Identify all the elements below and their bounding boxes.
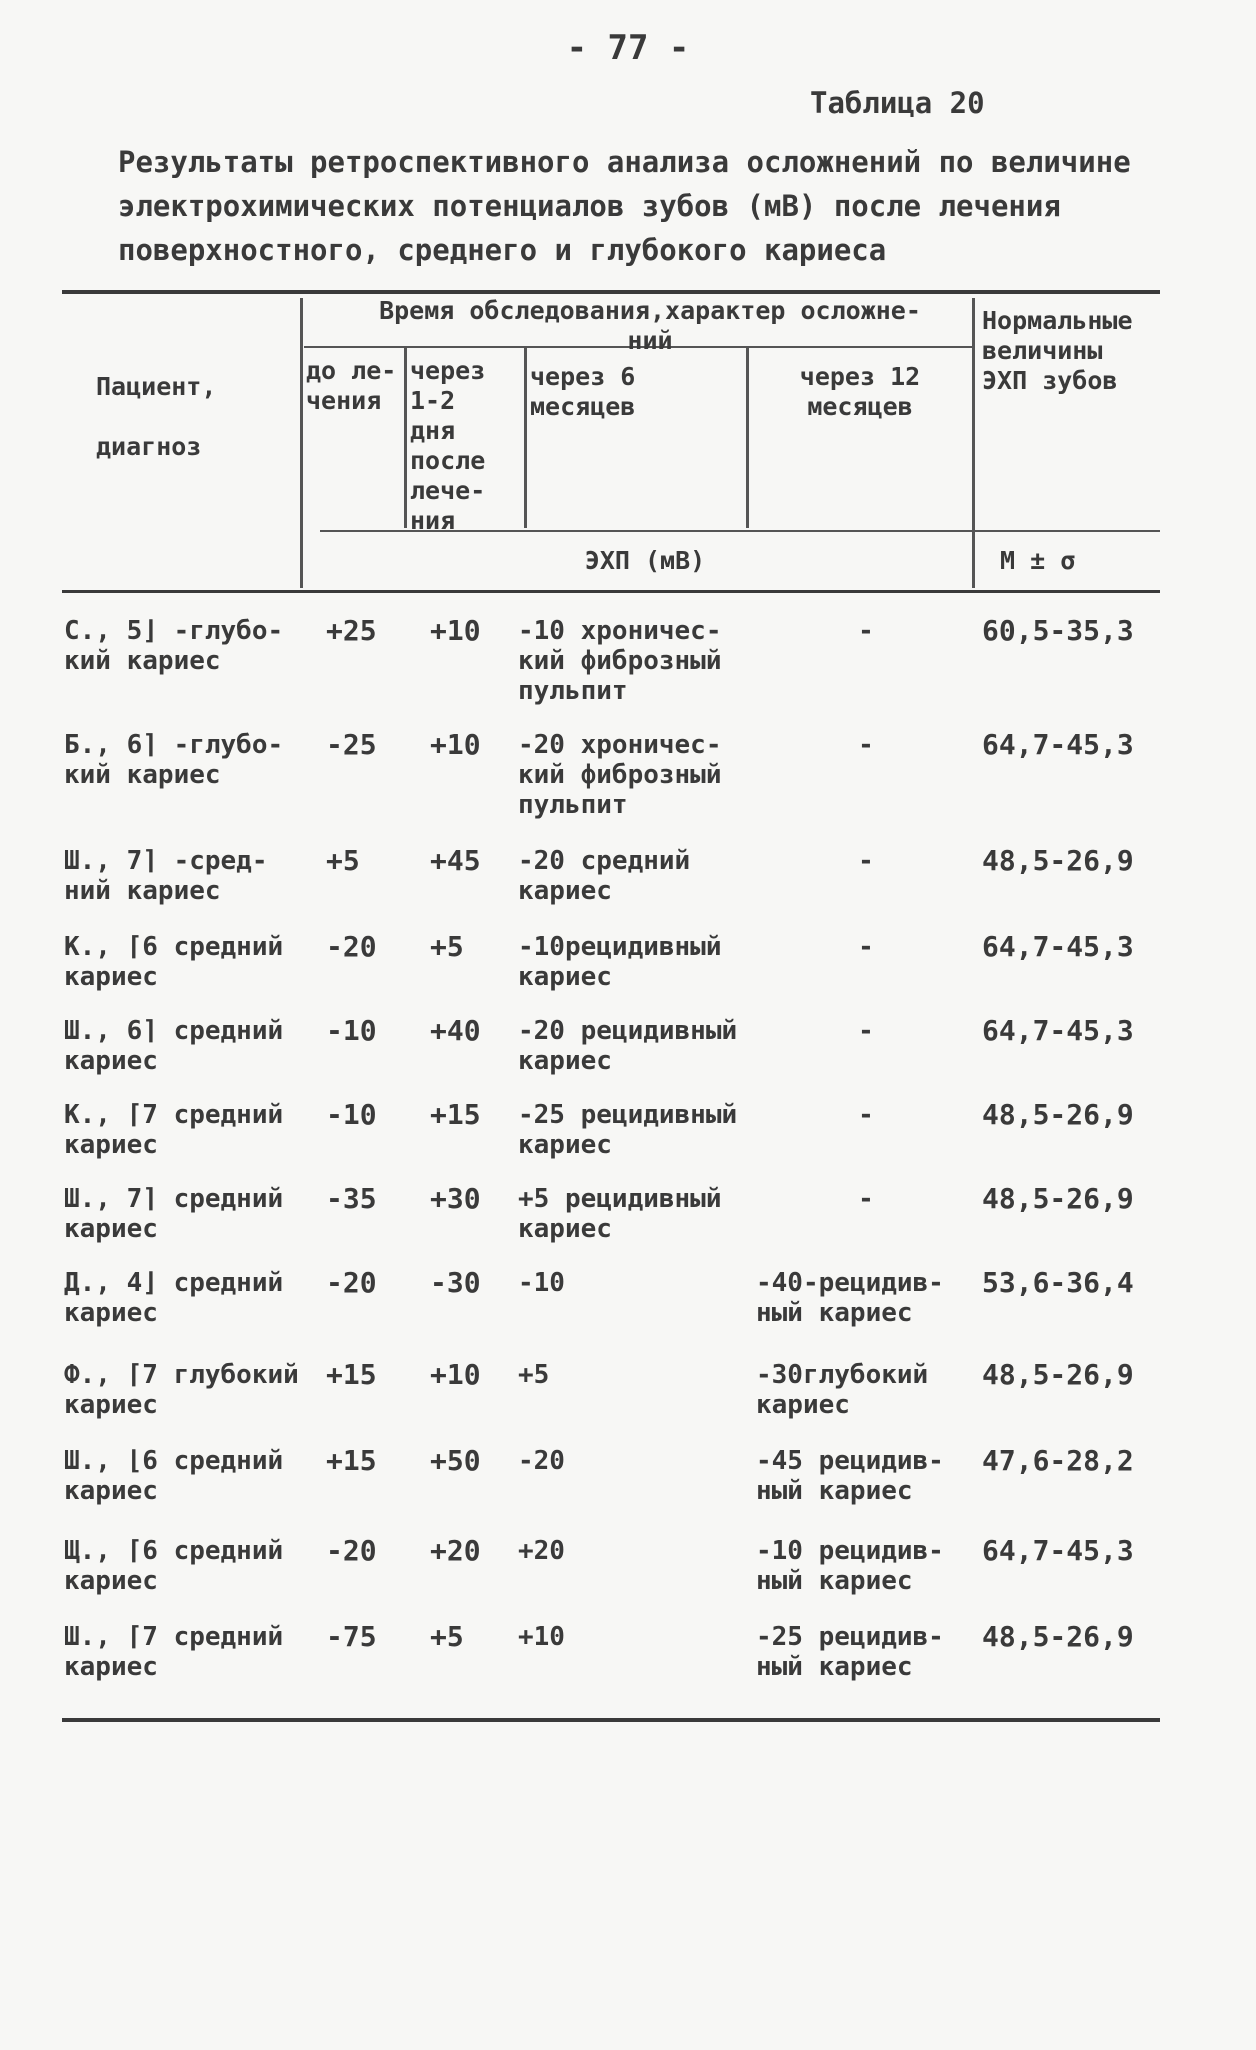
- cell-patient: Б., 6⌉ -глубо- кий кариес: [64, 730, 284, 790]
- header-stat: М ± σ: [1000, 546, 1076, 575]
- cell-after-12: -45 рецидив- ный кариес: [756, 1446, 944, 1506]
- cell-after-6: -20: [518, 1446, 565, 1476]
- cell-after-1-2: +40: [430, 1014, 481, 1047]
- cell-after-6: +20: [518, 1536, 565, 1566]
- cell-after-6: +10: [518, 1622, 565, 1652]
- cell-normal: 53,6-36,4: [982, 1266, 1134, 1299]
- cell-after-1-2: +50: [430, 1444, 481, 1477]
- cell-before: +15: [326, 1358, 377, 1391]
- cell-before: +25: [326, 614, 377, 647]
- header-time-group: Время обследования,характер осложне- ний: [379, 296, 921, 355]
- table-label: Таблица 20: [810, 86, 985, 120]
- cell-before: -35: [326, 1182, 377, 1215]
- cell-before: -25: [326, 728, 377, 761]
- header-normal: Нормальные величины ЭХП зубов: [982, 306, 1133, 395]
- col-divider: [524, 348, 527, 528]
- cell-patient: Ш., ⌊6 средний кариес: [64, 1446, 284, 1506]
- cell-after-1-2: +10: [430, 614, 481, 647]
- cell-after-1-2: +5: [430, 930, 464, 963]
- col-divider: [300, 298, 303, 588]
- cell-after-12: -25 рецидив- ный кариес: [756, 1622, 944, 1682]
- table-bottom-rule: [62, 1718, 1160, 1722]
- cell-patient: С., 5⌋ -глубо- кий кариес: [64, 616, 284, 676]
- cell-before: -75: [326, 1620, 377, 1653]
- cell-after-1-2: +5: [430, 1620, 464, 1653]
- cell-after-12: -: [858, 932, 874, 962]
- cell-before: -10: [326, 1098, 377, 1131]
- header-before: до ле- чения: [306, 356, 397, 415]
- cell-after-1-2: +10: [430, 728, 481, 761]
- page-number: - 77 -: [566, 28, 690, 68]
- cell-before: -10: [326, 1014, 377, 1047]
- cell-patient: К., ⌈6 средний кариес: [64, 932, 284, 992]
- cell-before: +15: [326, 1444, 377, 1477]
- cell-before: +5: [326, 844, 360, 877]
- cell-patient: Ш., 6⌉ средний кариес: [64, 1016, 284, 1076]
- cell-patient: Ш., ⌈7 средний кариес: [64, 1622, 284, 1682]
- cell-after-12: -: [858, 616, 874, 646]
- cell-normal: 47,6-28,2: [982, 1444, 1134, 1477]
- cell-normal: 48,5-26,9: [982, 1098, 1134, 1131]
- cell-after-12: -: [858, 730, 874, 760]
- col-divider: [746, 348, 749, 528]
- cell-after-6: -20 хроничес- кий фиброзный пульпит: [518, 730, 722, 820]
- cell-normal: 60,5-35,3: [982, 614, 1134, 647]
- cell-after-6: -25 рецидивный кариес: [518, 1100, 738, 1160]
- cell-after-12: -: [858, 1016, 874, 1046]
- cell-after-6: -20 рецидивный кариес: [518, 1016, 738, 1076]
- cell-after-12: -: [858, 1184, 874, 1214]
- cell-after-12: -: [858, 846, 874, 876]
- cell-after-12: -30глубокий кариес: [756, 1360, 929, 1420]
- cell-after-12: -40-рецидив- ный кариес: [756, 1268, 944, 1328]
- cell-patient: Щ., ⌈6 средний кариес: [64, 1536, 284, 1596]
- cell-after-1-2: +45: [430, 844, 481, 877]
- cell-after-12: -10 рецидив- ный кариес: [756, 1536, 944, 1596]
- cell-after-6: +5: [518, 1360, 550, 1390]
- cell-after-1-2: +20: [430, 1534, 481, 1567]
- cell-after-6: +5 рецидивный кариес: [518, 1184, 722, 1244]
- cell-after-1-2: +15: [430, 1098, 481, 1131]
- cell-after-6: -20 средний кариес: [518, 846, 691, 906]
- cell-normal: 48,5-26,9: [982, 1182, 1134, 1215]
- cell-normal: 48,5-26,9: [982, 844, 1134, 877]
- table-top-rule: [62, 290, 1160, 294]
- header-unit: ЭХП (мВ): [584, 546, 706, 575]
- cell-before: -20: [326, 930, 377, 963]
- header-bottom-rule: [62, 590, 1160, 593]
- header-patient: Пациент, диагноз: [96, 372, 217, 461]
- header-after-1-2: через 1-2 дня после лече- ния: [410, 356, 486, 535]
- cell-after-1-2: +10: [430, 1358, 481, 1391]
- cell-before: -20: [326, 1534, 377, 1567]
- table-caption: Результаты ретроспективного анализа осложнений по величине электрохимических потенциалов зубов (мВ) после лечения поверхностного, среднего и глубокого кариеса: [118, 145, 1131, 267]
- cell-after-1-2: -30: [430, 1266, 481, 1299]
- cell-before: -20: [326, 1266, 377, 1299]
- cell-patient: Ш., 7⌉ средний кариес: [64, 1184, 284, 1244]
- cell-normal: 48,5-26,9: [982, 1358, 1134, 1391]
- cell-normal: 64,7-45,3: [982, 728, 1134, 761]
- cell-patient: Д., 4⌋ средний кариес: [64, 1268, 284, 1328]
- cell-patient: Ф., ⌈7 глубокий кариес: [64, 1360, 299, 1420]
- cell-patient: Ш., 7⌉ -сред- ний кариес: [64, 846, 268, 906]
- header-after-12: через 12 месяцев: [799, 362, 921, 421]
- cell-after-6: -10: [518, 1268, 565, 1298]
- cell-after-12: -: [858, 1100, 874, 1130]
- col-divider: [972, 298, 975, 588]
- cell-after-6: -10 хроничес- кий фиброзный пульпит: [518, 616, 722, 706]
- cell-normal: 64,7-45,3: [982, 930, 1134, 963]
- cell-after-1-2: +30: [430, 1182, 481, 1215]
- cell-normal: 64,7-45,3: [982, 1014, 1134, 1047]
- cell-normal: 64,7-45,3: [982, 1534, 1134, 1567]
- header-after-6: через 6 месяцев: [530, 362, 636, 421]
- cell-after-6: -10рецидивный кариес: [518, 932, 722, 992]
- cell-normal: 48,5-26,9: [982, 1620, 1134, 1653]
- cell-patient: К., ⌈7 средний кариес: [64, 1100, 284, 1160]
- col-divider: [404, 348, 407, 528]
